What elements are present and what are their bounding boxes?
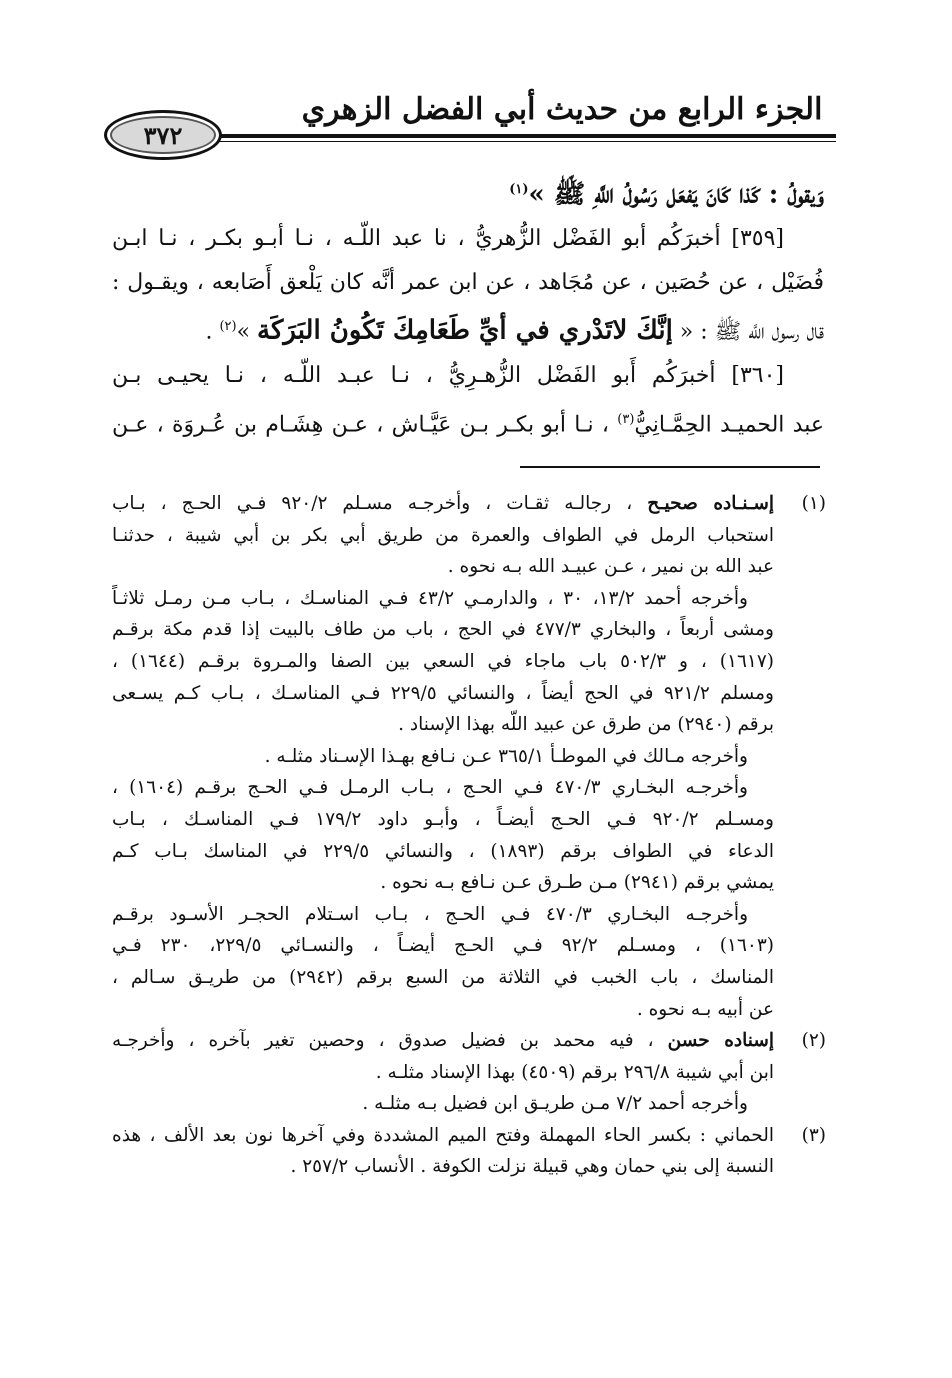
grading-label: إسـنـاده صحيـح bbox=[647, 493, 774, 514]
footnote-line: إسـنـاده صحيـح ، رجالـه ثقـات ، وأخرجـه مسـلم ٩٢٠/٢ فـي الحـج ، بـاب bbox=[112, 493, 774, 514]
footnote-line: استحباب الرمل في الطواف والعمرة من طريق أبي بكر بن أبي شيبة ، حدثنـا bbox=[112, 524, 774, 546]
footnote-number: (٣) bbox=[801, 1124, 826, 1146]
footnote-ref-1[interactable]: (١) bbox=[509, 182, 529, 197]
hadith-359-line-2: فُضَيْل ، عن حُصَين ، عن مُجَاهد ، عن ابن عمر أنَّه كان يَلْعق أَصَابعه ، ويقـول : bbox=[112, 269, 824, 295]
footnote-divider bbox=[520, 466, 820, 468]
footnote-number: (٢) bbox=[801, 1030, 826, 1052]
footnote-line: ومسلم ٩٢١/٢ في الحج أيضاً ، والنسائي ٢٢٩/٥ فـي المناسـك ، بـاب كـم يسـعى bbox=[112, 682, 774, 704]
footnote-line: يمشي برقم (٢٩٤١) مـن طـرق عـن نـافع بـه نحوه . bbox=[380, 872, 774, 894]
footnote-number: (١) bbox=[801, 493, 826, 514]
footnote-line: ابن أبي شيبة ٢٩٦/٨ برقم (٤٥٠٩) بهذا الإسناد مثلـه . bbox=[375, 1061, 774, 1083]
grading-label: إسناده حسن bbox=[667, 1030, 774, 1052]
page-number: ٣٧٢ bbox=[143, 120, 183, 150]
page-number-badge bbox=[104, 110, 222, 160]
prophetic-quote: إنَّكَ لاتَدْري في أيِّ طَعَامِكَ تَكُونُ البَرَكَة bbox=[257, 314, 673, 345]
header-rule bbox=[160, 134, 836, 138]
hadith-359-line-3: قال رسول اللَّه ﷺ : « إنَّكَ لاتَدْري في أيِّ طَعَامِكَ تَكُونُ البَرَكَة »$^{(٢)}$ . bbox=[205, 314, 824, 345]
hadith-359-line-1: [٣٥٩] أخبرَكُم أبو الفَضْل الزُّهريُّ ، نا عبد اللّـه ، نـا أبـو بكـر ، نـا ابـن bbox=[112, 225, 784, 251]
footnote-line: ومسـلم ٩٢٠/٢ فـي الحـج أيضـاً ، وأبـو داود ١٧٩/٢ فـي المناسـك ، بـاب bbox=[112, 808, 774, 830]
header-rule-thin bbox=[160, 141, 836, 142]
footnote-line: وأخرجه أحمد ٧/٢ مـن طريـق ابن فضيل بـه مثلـه . bbox=[362, 1093, 748, 1115]
footnote-line: (١٦١٧) ، و ٥٠٢/٣ باب ماجاء في السعي بين الصفا والمـروة برقـم (١٦٤٤) ، bbox=[112, 650, 774, 672]
footnote-ref-3[interactable]: (٣) bbox=[617, 411, 635, 427]
footnote-line: وأخرجـه البخـاري ٤٧٠/٣ فـي الحـج ، بـاب اسـتلام الحجـر الأسـود برقـم bbox=[112, 903, 748, 925]
footnote-line: وأخرجه مـالك في الموطـأ ٣٦٥/١ عـن نـافع بهـذا الإسـناد مثلـه . bbox=[264, 745, 748, 767]
footnote-line: وأخرجـه البخـاري ٤٧٠/٣ فـي الحـج ، بـاب الرمـل فـي الحـج برقـم (١٦٠٤) ، bbox=[112, 777, 748, 799]
footnote-1 bbox=[112, 488, 826, 1025]
hadith-360-line-2: عبد الحميـد الحِمَّـانِيُّ$^{(٣)}$ ، نـا أبو بكـر بـن عَيَّـاش ، عـن هِشَـام بن عُـروَة ، عـن bbox=[112, 411, 824, 438]
footnotes bbox=[112, 488, 826, 1183]
hadith-360-line-1: [٣٦٠] أخبرَكُم أَبو الفَضْل الزُّهـرِيُّ ، نـا عبـد اللّـه ، نـا يحيـى بـن bbox=[112, 362, 784, 388]
page-header bbox=[100, 88, 836, 168]
footnote-3 bbox=[112, 1120, 826, 1183]
footnote-line: (١٦٠٣) ، ومسـلم ٩٢/٢ فـي الحـج أيضـاً ، والنسـائي ٢٢٩/٥، ٢٣٠ فـي bbox=[112, 935, 774, 957]
footnote-line: المناسك ، باب الخبب في الثلاثة من السبع برقم (٢٩٤٢) من طريـق سـالم ، bbox=[112, 966, 774, 988]
footnote-line: الدعاء في الطواف برقم (١٨٩٣) ، والنسائي ٢٢٩/٥ في المناسك بـاب كـم bbox=[112, 840, 774, 862]
footnote-line: برقم (٢٩٤٠) من طرق عن عبيد اللّه بهذا الإسناد . bbox=[398, 714, 774, 736]
main-text bbox=[112, 168, 824, 447]
footnote-line: عن أبيه بـه نحوه . bbox=[636, 998, 774, 1020]
footnote-line: وأخرجه أحمد ١٣/٢، ٣٠ ، والدارمـي ٤٣/٢ فـي المناسـك ، بـاب مـن رمـل ثلاثـاً bbox=[112, 587, 748, 609]
footnote-2 bbox=[112, 1025, 826, 1120]
footnote-line: النسبة إلى بني حمان وهي قبيلة نزلت الكوفة . الأنساب ٢٥٧/٢ . bbox=[290, 1156, 774, 1178]
footnote-line: عبد الله بن نمير ، عـن عبيـد الله بـه نحوه . bbox=[447, 556, 774, 578]
footnote-line: إسناده حسن ، فيه محمد بن فضيل صدوق ، وحصين تغير بآخره ، وأخرجـه bbox=[112, 1030, 774, 1052]
running-title: الجزء الرابع من حديث أبي الفضل الزهري bbox=[301, 92, 823, 127]
footnote-line: ومشى أربعاً ، والبخاري ٤٧٧/٣ في الحج ، باب من طاف بالبيت إذا قدم مكة برقـم bbox=[112, 619, 774, 641]
footnote-ref-2[interactable]: (٢) bbox=[219, 318, 237, 334]
main-line-0: وَيقولُ : كَذا كَانَ يَفعَل رَسُولُ اللَّهِ ﷺ »$^{(١)}$ bbox=[509, 179, 824, 210]
footnote-line: الحماني : بكسر الحاء المهملة وفتح الميم المشددة وفي آخرها نون بعد الألف ، هذه bbox=[112, 1124, 774, 1146]
